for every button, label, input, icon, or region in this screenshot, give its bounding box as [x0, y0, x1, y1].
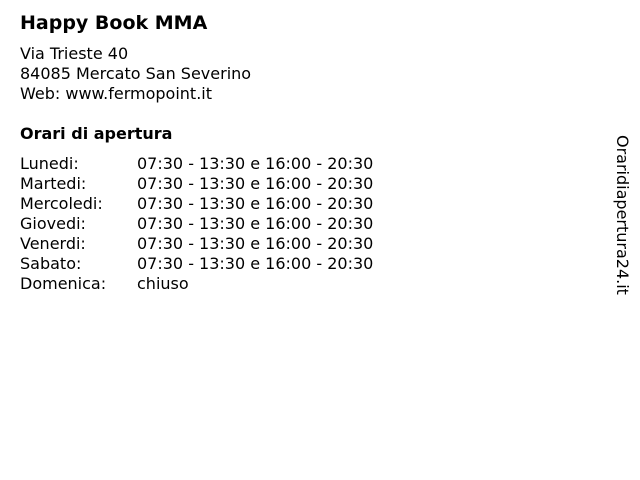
day-label: Domenica:: [20, 274, 107, 293]
business-address: [20, 44, 251, 104]
side-brand-watermark: Oraridiapertura24.it: [613, 135, 632, 295]
hours-row-friday: [20, 234, 373, 254]
opening-hours-heading: Orari di apertura: [20, 124, 173, 143]
business-website: Web: www.fermopoint.it: [20, 84, 212, 103]
day-label: Giovedi:: [20, 214, 86, 233]
day-hours: 07:30 - 13:30 e 16:00 - 20:30: [137, 214, 374, 233]
hours-row-wednesday: [20, 194, 373, 214]
day-hours: 07:30 - 13:30 e 16:00 - 20:30: [137, 154, 374, 173]
hours-row-thursday: [20, 214, 373, 234]
day-label: Mercoledi:: [20, 194, 103, 213]
day-hours: 07:30 - 13:30 e 16:00 - 20:30: [137, 234, 374, 253]
hours-row-tuesday: [20, 174, 373, 194]
day-hours: 07:30 - 13:30 e 16:00 - 20:30: [137, 254, 374, 273]
day-label: Sabato:: [20, 254, 82, 273]
opening-hours-table: [20, 154, 373, 294]
day-hours: 07:30 - 13:30 e 16:00 - 20:30: [137, 194, 374, 213]
day-hours: chiuso: [137, 274, 189, 293]
business-name: Happy Book MMA: [20, 12, 208, 34]
hours-row-saturday: [20, 254, 373, 274]
address-street: Via Trieste 40: [20, 44, 129, 63]
day-label: Martedi:: [20, 174, 87, 193]
hours-row-monday: [20, 154, 373, 174]
day-label: Lunedi:: [20, 154, 79, 173]
day-hours: 07:30 - 13:30 e 16:00 - 20:30: [137, 174, 374, 193]
address-city: 84085 Mercato San Severino: [20, 64, 252, 83]
hours-row-sunday: [20, 274, 373, 294]
day-label: Venerdi:: [20, 234, 86, 253]
